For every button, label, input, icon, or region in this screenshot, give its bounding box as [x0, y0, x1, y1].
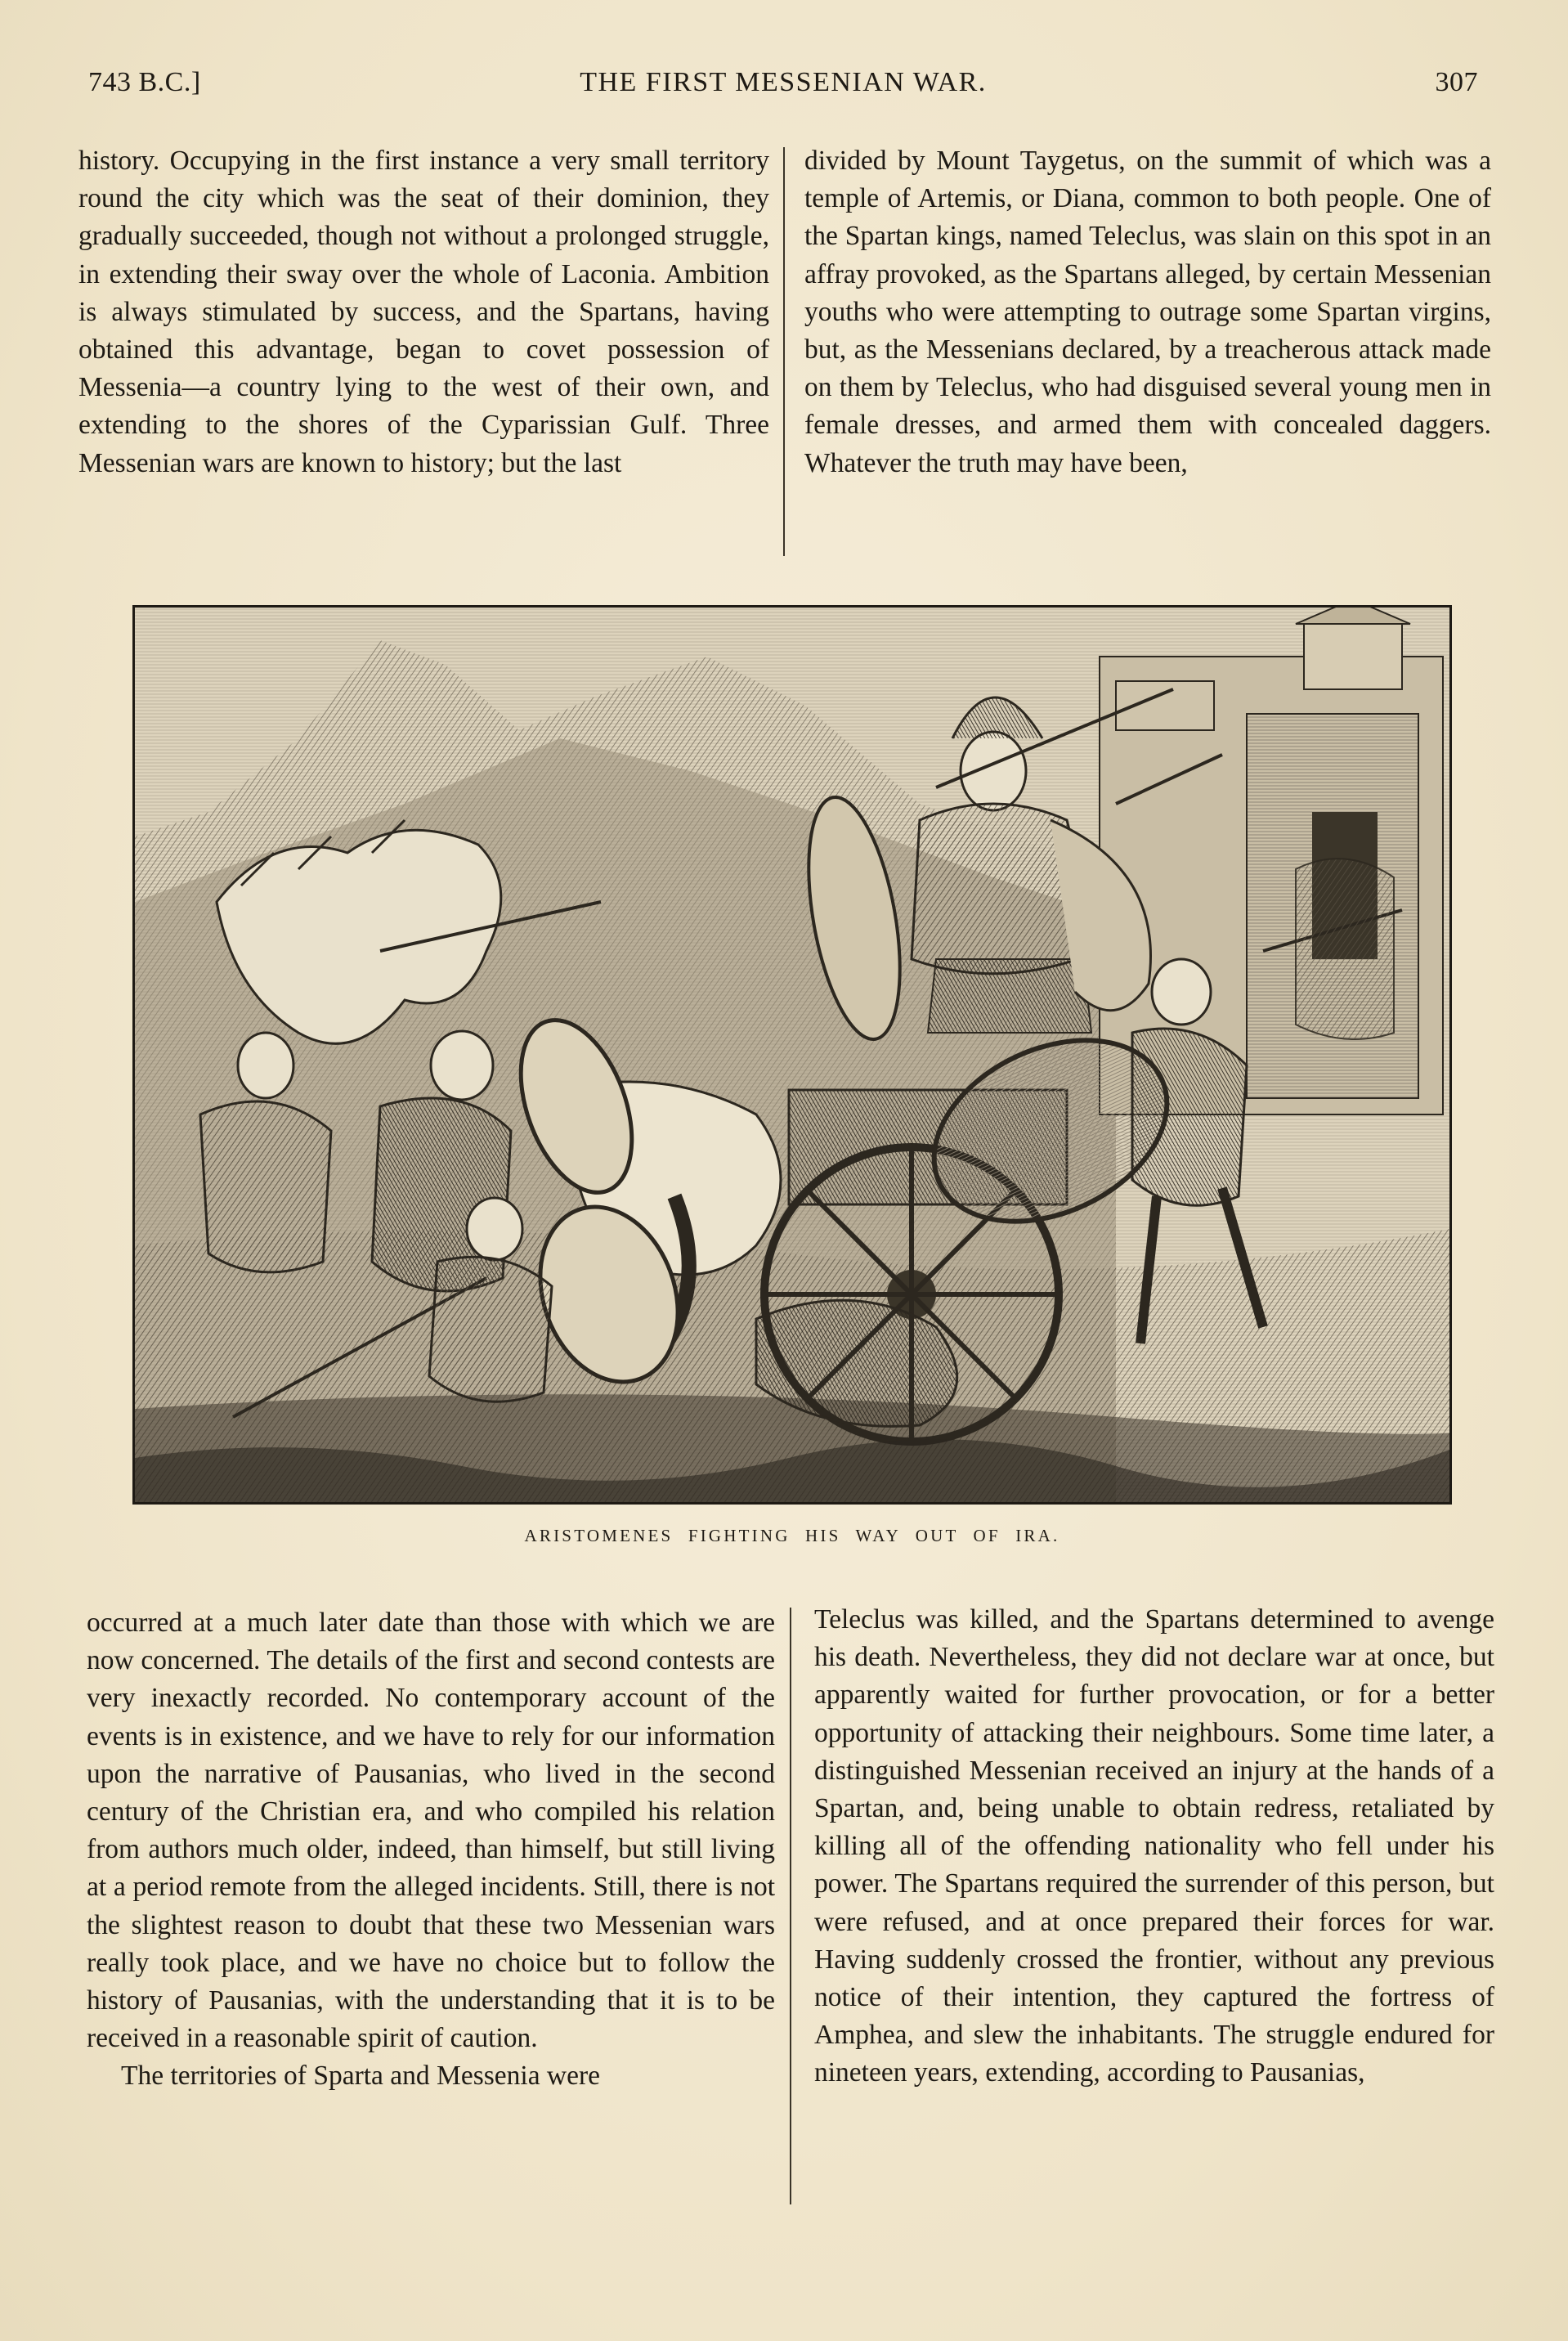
- running-head: [88, 67, 1478, 116]
- illustration-caption: ARISTOMENES FIGHTING HIS WAY OUT OF IRA.: [524, 1526, 1060, 1545]
- running-head-date: 743 B.C.]: [88, 67, 201, 97]
- bottom-left-paragraph-1: occurred at a much later date than those with which we are now concerned. The details of the first and second contests are very inexactly recorded. No contemporary account of the events is in existence, and we have to rely for our information upon the narrative of Pausanias, who lived in the second century of the Christian era, and who compiled his relation from authors much older, indeed, than himself, but still living at a period remote from the alleged incidents. Still, there is not the slightest reason to doubt that these two Messenian wars really took place, and we have no choice but to follow the history of Pausanias, with the understanding that it is to be received in a reasonable spirit of caution.: [87, 1608, 775, 2054]
- bottom-left-paragraph-2: The territories of Sparta and Messenia were: [121, 2061, 601, 2092]
- column-rule-bottom: [790, 1608, 791, 2204]
- running-head-title: THE FIRST MESSENIAN WAR.: [580, 67, 987, 97]
- bottom-right-column: [814, 1601, 1494, 2092]
- top-left-paragraph: history. Occupying in the first instance a very small territory round the city which was the seat of their dominion, they gradually succeeded, though not without a prolonged struggle, in extending their sway over the whole of Laconia. Ambition is always stimulated by success, and the Spartans, having obtained this advantage, began to covet possession of Messenia—a country lying to the west of their own, and extending to the shores of the Cyparissian Gulf. Three Messenian wars are known to history; but the last: [78, 146, 769, 478]
- bottom-right-paragraph: Teleclus was killed, and the Spartans determined to avenge his death. Nevertheless, they did not declare war at once, but apparently waited for further provocation, or for a better opportunity of attacking their neighbours. Some time later, a distinguished Messenian received an injury at the hands of a Spartan, and, being unable to obtain redress, retaliated by killing all of the offending nationality who fell under his power. The Spartans required the surrender of this person, but were refused, and at once prepared their forces for war. Having suddenly crossed the frontier, without any previous notice of their intention, they captured the fortress of Amphea, and slew the inhabitants. The struggle endured for nineteen years, extending, according to Pausanias,: [814, 1604, 1494, 2088]
- engraving-illustration: [132, 605, 1452, 1505]
- top-right-column: [804, 142, 1491, 482]
- page-number: 307: [1435, 67, 1478, 97]
- bottom-left-column: [87, 1604, 775, 2096]
- top-right-paragraph: divided by Mount Taygetus, on the summit of which was a temple of Artemis, or Diana, common to both people. One of the Spartan kings, named Teleclus, was slain on this spot in an affray provoked, as the Spartans alleged, by certain Messenian youths who were attempting to outrage some Spartan virgins, but, as the Messenians declared, by a treacherous attack made on them by Teleclus, who had disguised several young men in female dresses, and armed them with concealed daggers. Whatever the truth may have been,: [804, 146, 1491, 478]
- column-rule-top: [783, 147, 785, 556]
- top-left-column: [78, 142, 769, 482]
